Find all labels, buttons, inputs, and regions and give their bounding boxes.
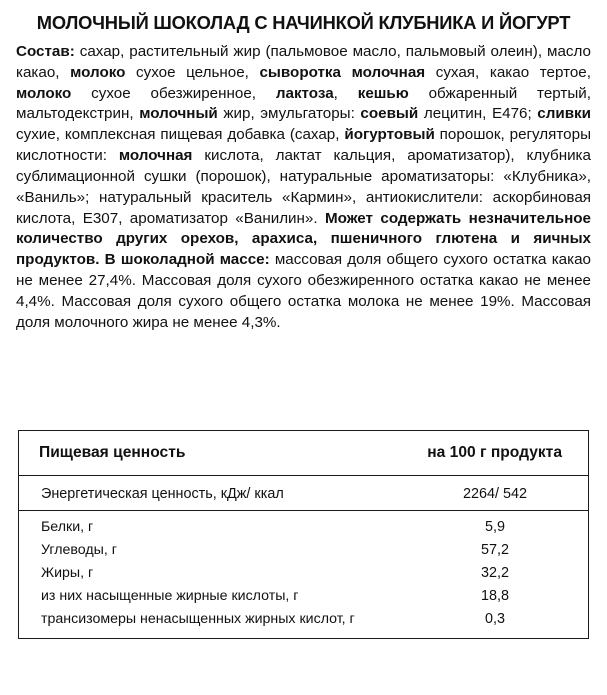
page-title: МОЛОЧНЫЙ ШОКОЛАД С НАЧИНКОЙ КЛУБНИКА И ЙОГУРТ: [36, 12, 571, 33]
nutrition-table-header: [19, 431, 588, 476]
nutrition-header-left: Пищевая ценность: [39, 444, 186, 461]
ingredient-emphasis: соевый: [360, 105, 419, 123]
ingredient-text: сахар, растительный жир (пальмовое масло, пальмовый олеин), масло какао,: [16, 43, 591, 81]
ingredient-emphasis: сливки: [537, 105, 591, 123]
ingredient-text: сухая, какао тертое,: [425, 63, 591, 81]
ingredient-emphasis: молочный: [139, 105, 218, 123]
nutrient-name: Углеводы, г: [41, 541, 117, 558]
ingredient-emphasis: йогуртовый: [344, 126, 435, 144]
nutrient-name: Энергетическая ценность, кДж/ ккал: [41, 485, 284, 502]
ingredient-emphasis: молоко: [16, 84, 72, 102]
table-divider: [19, 510, 588, 511]
nutrient-name: из них насыщенные жирные кислоты, г: [41, 587, 299, 604]
ingredients-paragraph: [16, 42, 591, 334]
ingredient-emphasis: Состав:: [16, 43, 75, 60]
ingredient-text: сухие, комплексная пищевая добавка (сахар,: [16, 126, 345, 144]
table-row: [19, 515, 588, 538]
nutrient-name: Белки, г: [41, 518, 94, 535]
ingredient-emphasis: лактоза: [275, 84, 334, 102]
nutrition-header-right: на 100 г продукта: [427, 444, 562, 461]
table-row: [19, 538, 588, 561]
ingredient-text: ,: [333, 84, 358, 102]
nutrition-table-body: [19, 476, 588, 638]
ingredient-text: жир, эмульгаторы:: [217, 105, 361, 123]
nutrient-value: 2264/ 542: [462, 485, 528, 502]
ingredient-text: массовая доля общего сухого остатка какао не менее 27,4%. Массовая доля сухого обезжиренного остатка какао не менее 4,4%. Массовая доля сухого общего остатка молока не менее 19%. Массовая доля молочного жира не менее 4,3%.: [16, 251, 591, 331]
ingredient-emphasis: молочная: [118, 147, 193, 165]
ingredient-text: порошок, регуляторы кислотности:: [16, 126, 591, 165]
ingredient-text: кислота, лактат кальция, ароматизатор), клубника сублимационной сушки (порошок), натуральные ароматизаторы: «Клубника», «Ваниль»; натуральный краситель «Кармин», антиокислители: аскорбиновая кислота, Е307, ароматизатор «Ванилин».: [16, 147, 591, 227]
ingredient-text: обжаренный тертый, мальтодекстрин,: [16, 84, 591, 123]
nutrient-value: 5,9: [484, 518, 505, 535]
table-row: [19, 561, 588, 584]
ingredient-emphasis: молоко: [70, 63, 126, 81]
ingredient-text: сухое цельное,: [125, 63, 260, 81]
ingredient-emphasis: Может содержать незначительное количество других орехов, арахиса, пшеничного глютена и яичных продуктов. В шоколадной массе:: [16, 209, 591, 269]
nutrient-value: 0,3: [484, 610, 505, 627]
nutrition-table: [18, 430, 589, 639]
table-row: [19, 482, 588, 505]
nutrient-value: 18,8: [480, 587, 509, 604]
ingredient-text: сухое обезжиренное,: [71, 84, 276, 102]
nutrient-value: 32,2: [480, 564, 509, 581]
nutrient-name: Жиры, г: [41, 564, 94, 581]
table-row: [19, 584, 588, 607]
ingredient-emphasis: сыворотка молочная: [259, 63, 426, 81]
ingredient-emphasis: кешью: [357, 84, 409, 102]
ingredient-text: лецитин, Е476;: [418, 105, 538, 123]
nutrient-value: 57,2: [480, 541, 509, 558]
table-row: [19, 607, 588, 630]
nutrient-name: трансизомеры ненасыщенных жирных кислот, г: [41, 610, 355, 627]
